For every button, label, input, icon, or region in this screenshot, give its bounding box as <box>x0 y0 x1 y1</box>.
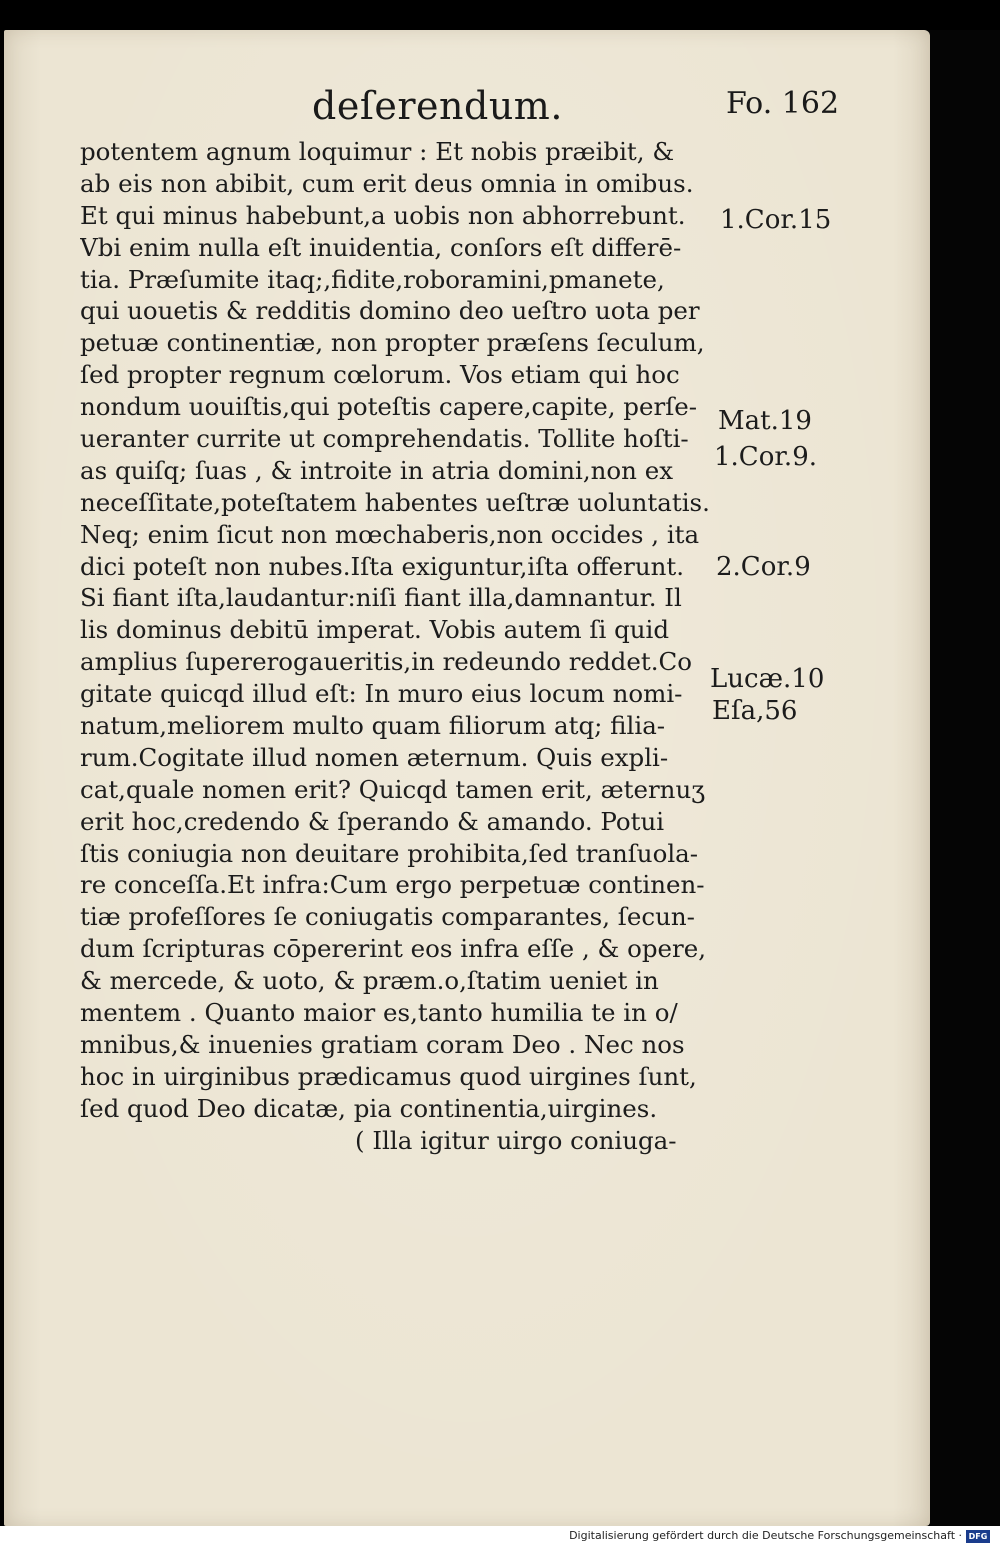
running-title: deſerendum. <box>312 84 563 128</box>
digitization-footer <box>0 1526 1000 1547</box>
text-line: erit hoc,credendo & ſperando & amando. Potui <box>80 806 665 836</box>
text-line: Vbi enim nulla eſt inuidentia, conſors eſt differē- <box>80 232 682 262</box>
text-line: tia. Præſumite itaq;,fidite,roboramini,pmanete, <box>80 264 665 294</box>
text-line: ſed quod Deo dicatæ, pia continentia,uirgines. <box>80 1093 658 1123</box>
text-line: mentem . Quanto maior es,tanto humilia te in o/ <box>80 998 678 1028</box>
text-line: ſtis coniugia non deuitare prohibita,ſed tranſuola- <box>80 838 699 868</box>
text-line: nondum uouiſtis,qui poteſtis capere,capite, perſe- <box>80 392 698 422</box>
scan-edge-shadow <box>930 30 1000 1526</box>
text-line: Et qui minus habebunt,a uobis non abhorrebunt. <box>80 200 686 230</box>
text-line: ſed propter regnum cœlorum. Vos etiam qui hoc <box>80 360 680 390</box>
margin-note-mat-19: Mat.19 <box>718 406 812 436</box>
margin-note-esa-56: Eſa,56 <box>712 696 798 726</box>
text-line: & mercede, & uoto, & præm.o,ſtatim ueniet in <box>80 966 659 996</box>
text-line: natum,meliorem multo quam filiorum atq; filia- <box>80 711 666 741</box>
text-line: mnibus,& inuenies gratiam coram Deo . Nec nos <box>80 1029 685 1059</box>
text-line: amplius ſupererogaueritis,in redeundo reddet.Co <box>80 647 692 677</box>
text-line: dici poteſt non nubes.Iſta exiguntur,iſta offerunt. <box>80 551 685 581</box>
text-line: cat,quale nomen erit? Quicqd tamen erit, æternuʒ <box>80 774 706 804</box>
margin-note-1-cor-9: 1.Cor.9. <box>714 442 817 472</box>
text-line: tiæ profeſſores ſe coniugatis comparantes, ſecun- <box>80 902 695 932</box>
text-line: qui uouetis & redditis domino deo ueſtro uota per <box>80 296 700 326</box>
margin-note-2-cor-9: 2.Cor.9 <box>716 552 811 582</box>
margin-note-lucae-10: Lucæ.10 <box>710 664 825 694</box>
text-line: potentem agnum loquimur : Et nobis præibit, & <box>80 137 675 166</box>
folio-number: Fo. 162 <box>726 86 840 121</box>
text-line: hoc in uirginibus prædicamus quod uirgines ſunt, <box>80 1061 697 1091</box>
text-line: gitate quicqd illud eſt: In muro eius locum nomi- <box>80 679 683 709</box>
footer-credit: Digitalisierung gefördert durch die Deutsche Forschungsgemeinschaft · <box>569 1529 962 1542</box>
text-line: Neq; enim ſicut non mœchaberis,non occides , ita <box>80 519 700 549</box>
text-line: ueranter currite ut comprehendatis. Tollite hoſti- <box>80 424 689 454</box>
catchword-line: ( Illa igitur uirgo coniuga- <box>355 1125 677 1155</box>
text-line: ab eis non abibit, cum erit deus omnia in omibus. <box>80 168 694 198</box>
text-line: neceſſitate,poteſtatem habentes ueſtræ uoluntatis. <box>80 487 710 517</box>
text-line: Si fiant iſta,laudantur:niſi fiant illa,damnantur. Il <box>80 583 682 613</box>
text-line: as quiſq; ſuas , & introite in atria domini,non ex <box>80 455 674 485</box>
body-text <box>80 136 710 1157</box>
text-line: re conceſſa.Et infra:Cum ergo perpetuæ continen- <box>80 870 705 900</box>
text-line: rum.Cogitate illud nomen æternum. Quis expli- <box>80 742 669 772</box>
text-line: petuæ continentiæ, non propter præſens ſeculum, <box>80 328 705 358</box>
dfg-logo: DFG <box>966 1530 990 1543</box>
text-line: dum ſcripturas cōpererint eos infra eſſe , & opere, <box>80 934 707 964</box>
margin-note-1-cor-15: 1.Cor.15 <box>720 205 832 235</box>
text-line: lis dominus debitū imperat. Vobis autem ſi quid <box>80 615 670 645</box>
